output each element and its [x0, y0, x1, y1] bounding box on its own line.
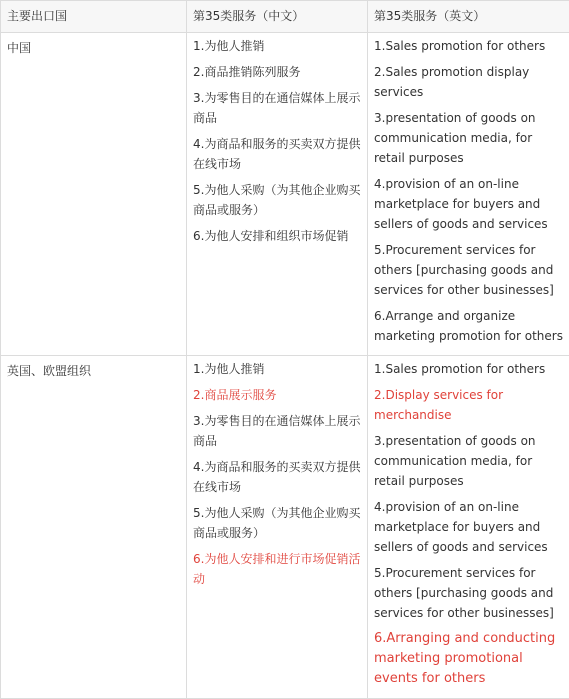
service-item-zh: 4.为商品和服务的买卖双方提供在线市场 — [193, 134, 361, 174]
service-item-en: 6.Arrange and organize marketing promotion for others — [374, 306, 563, 346]
header-services-zh: 第35类服务（中文） — [187, 1, 368, 33]
service-item-en: 1.Sales promotion for others — [374, 359, 563, 379]
service-item-zh: 6.为他人安排和组织市场促销 — [193, 226, 361, 246]
service-item-en: 5.Procurement services for others [purchasing goods and services for other businesses] — [374, 240, 563, 300]
table-header — [1, 1, 569, 33]
service-item-en: 5.Procurement services for others [purchasing goods and services for other businesses] — [374, 563, 563, 623]
table-row — [1, 356, 569, 699]
table-body — [1, 33, 569, 699]
services-zh-cell — [187, 33, 368, 356]
service-item-en-highlighted: 2.Display services for merchandise — [374, 385, 563, 425]
service-item-en: 4.provision of an on-line marketplace for buyers and sellers of goods and services — [374, 497, 563, 557]
service-item-en: 3.presentation of goods on communication media, for retail purposes — [374, 108, 563, 168]
table-row — [1, 33, 569, 356]
service-item-zh: 1.为他人推销 — [193, 36, 361, 56]
service-item-zh: 5.为他人采购（为其他企业购买商品或服务） — [193, 180, 361, 220]
header-country: 主要出口国 — [1, 1, 187, 33]
country-cell: 中国 — [1, 33, 187, 356]
service-item-zh-highlighted: 2.商品展示服务 — [193, 385, 361, 405]
service-item-zh: 2.商品推销陈列服务 — [193, 62, 361, 82]
services-en-cell — [368, 356, 569, 699]
service-item-zh: 5.为他人采购（为其他企业购买商品或服务） — [193, 503, 361, 543]
services-zh-cell — [187, 356, 368, 699]
header-row — [1, 1, 569, 33]
country-cell: 英国、欧盟组织 — [1, 356, 187, 699]
service-item-en: 3.presentation of goods on communication media, for retail purposes — [374, 431, 563, 491]
service-item-en-highlighted: 6.Arranging and conducting marketing promotional events for others — [374, 629, 563, 689]
service-item-zh: 1.为他人推销 — [193, 359, 361, 379]
service-item-zh: 4.为商品和服务的买卖双方提供在线市场 — [193, 457, 361, 497]
header-services-en: 第35类服务（英文） — [368, 1, 569, 33]
service-item-en: 1.Sales promotion for others — [374, 36, 563, 56]
service-item-en: 4.provision of an on-line marketplace for buyers and sellers of goods and services — [374, 174, 563, 234]
service-item-en: 2.Sales promotion display services — [374, 62, 563, 102]
services-en-cell — [368, 33, 569, 356]
service-item-zh: 3.为零售目的在通信媒体上展示商品 — [193, 411, 361, 451]
service-item-zh: 3.为零售目的在通信媒体上展示商品 — [193, 88, 361, 128]
service-item-zh-highlighted: 6.为他人安排和进行市场促销活动 — [193, 549, 361, 589]
